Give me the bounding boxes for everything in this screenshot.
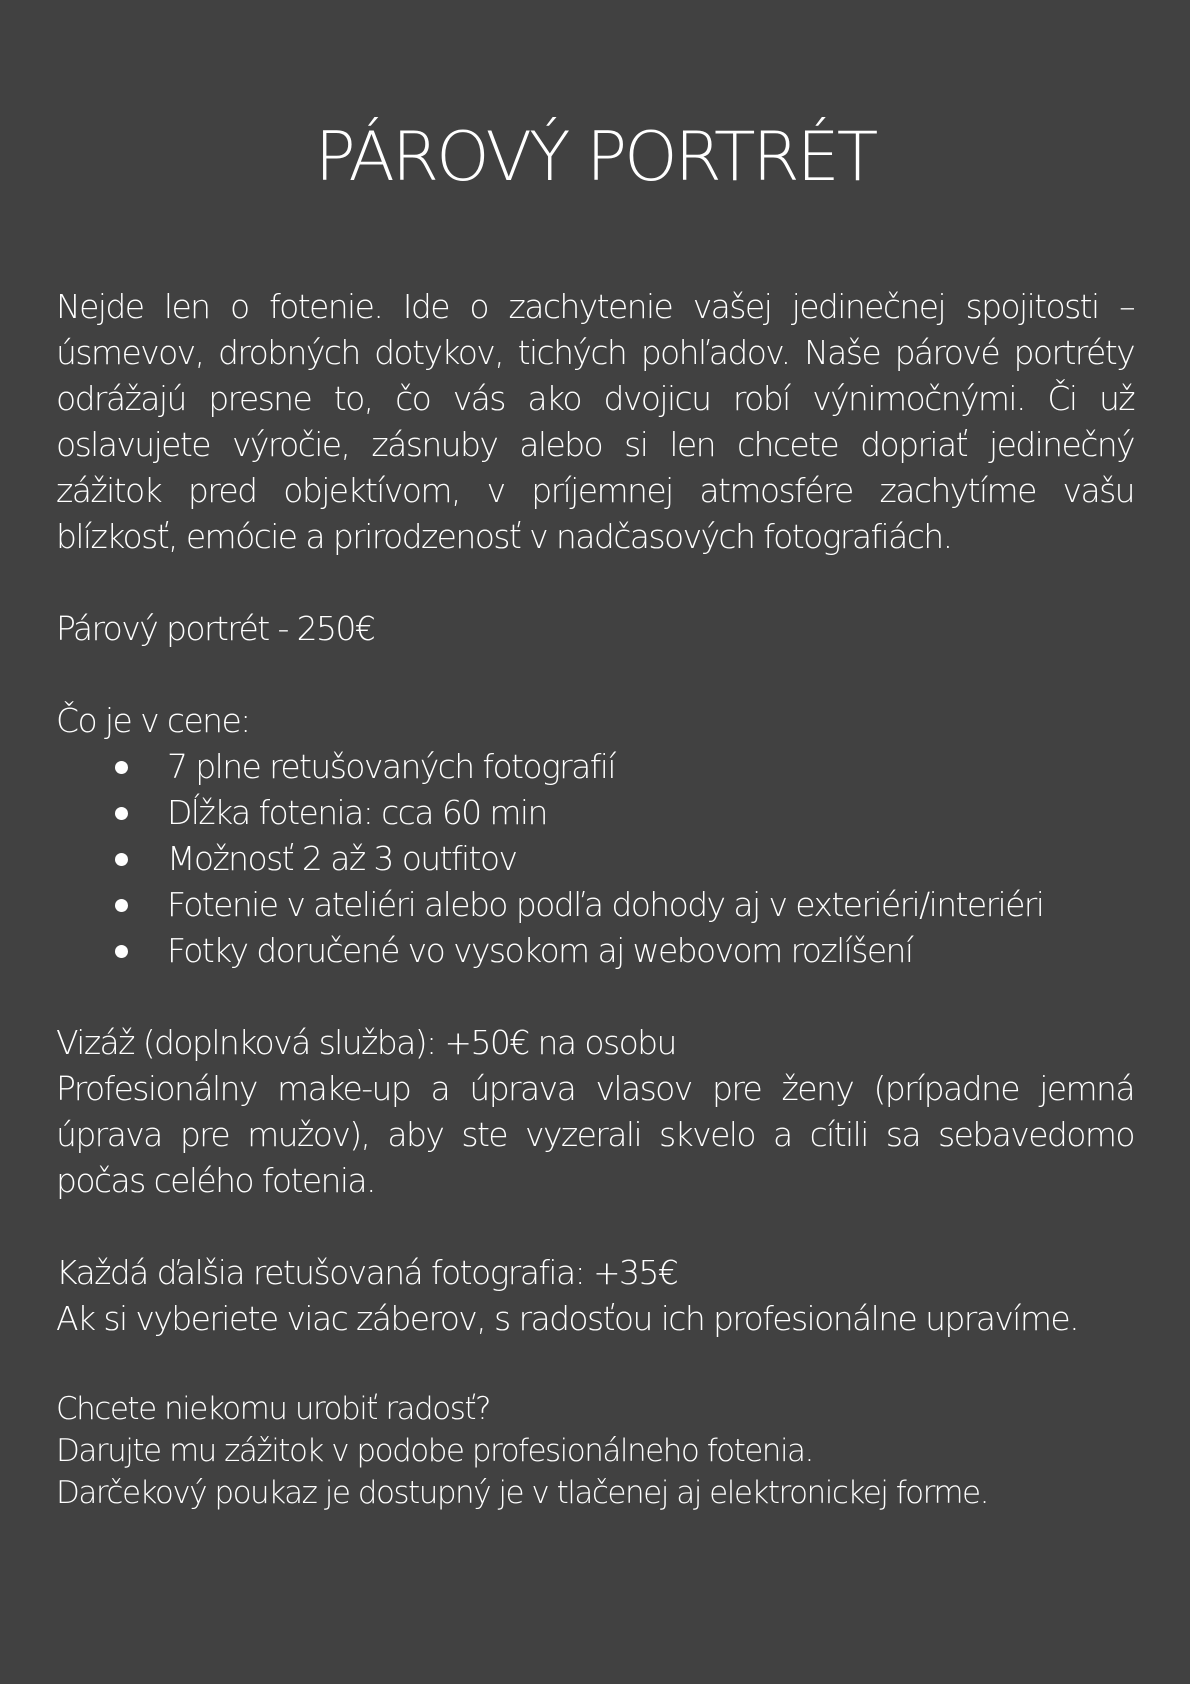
- gift-line-3: Darčekový poukaz je dostupný je v tlačenej aj elektronickej forme.: [56, 1475, 988, 1511]
- price-line: Párový portrét - 250€: [56, 609, 375, 648]
- makeup-text: Profesionálny make-up a úprava vlasov pre ženy (prípadne jemná úprava pre mužov), aby ste vyzerali skvelo a cítili sa sebavedomo počas celého fotenia.: [56, 1069, 1134, 1200]
- list-item-label: Dĺžka fotenia: cca 60 min: [167, 793, 547, 832]
- extra-photo-heading: Každá ďalšia retušovaná fotografia: +35€: [56, 1253, 678, 1292]
- bullet-icon: [115, 945, 128, 958]
- extra-photo-text: Ak si vyberiete viac záberov, s radosťou ich profesionálne upravíme.: [56, 1299, 1078, 1338]
- bullet-icon: [115, 807, 128, 820]
- bullet-icon: [115, 853, 128, 866]
- bullet-icon: [115, 761, 128, 774]
- gift-line-2: Darujte mu zážitok v podobe profesionálneho fotenia.: [56, 1433, 813, 1469]
- list-item-label: Fotenie v ateliéri alebo podľa dohody aj v exteriéri/interiéri: [167, 885, 1044, 924]
- list-item: [56, 928, 1134, 974]
- spacer: [56, 560, 1134, 606]
- spacer: [56, 1204, 1134, 1250]
- gift-line-1: Chcete niekomu urobiť radosť?: [56, 1391, 490, 1427]
- list-item: [56, 744, 1134, 790]
- page-title: PÁROVÝ PORTRÉT: [314, 118, 876, 197]
- spacer: [56, 974, 1134, 1020]
- list-item-label: 7 plne retušovaných fotografií: [167, 747, 615, 786]
- content: [56, 284, 1134, 1514]
- spacer: [56, 652, 1134, 698]
- list-item-label: Možnosť 2 až 3 outfitov: [167, 839, 517, 878]
- list-item: [56, 790, 1134, 836]
- included-list: [56, 744, 1134, 974]
- intro-paragraph: Nejde len o fotenie. Ide o zachytenie vašej jedinečnej spojitosti – úsmevov, drobných dotykov, tichých pohľadov. Naše párové portréty odrážajú presne to, čo vás ako dvojicu robí výnimočnými. Či už oslavujete výročie, zásnuby alebo si len chcete dopriať jedinečný zážitok pred objektívom, v príjemnej atmosfére zachytíme vašu blízkosť, emócie a prirodzenosť v nadčasových fotografiách.: [56, 287, 1134, 556]
- list-item-label: Fotky doručené vo vysokom aj webovom rozlíšení: [167, 931, 913, 970]
- included-heading: Čo je v cene:: [56, 701, 250, 740]
- makeup-heading: Vizáž (doplnková služba): +50€ na osobu: [56, 1023, 676, 1062]
- list-item: [56, 836, 1134, 882]
- bullet-icon: [115, 899, 128, 912]
- spacer: [56, 1342, 1134, 1388]
- list-item: [56, 882, 1134, 928]
